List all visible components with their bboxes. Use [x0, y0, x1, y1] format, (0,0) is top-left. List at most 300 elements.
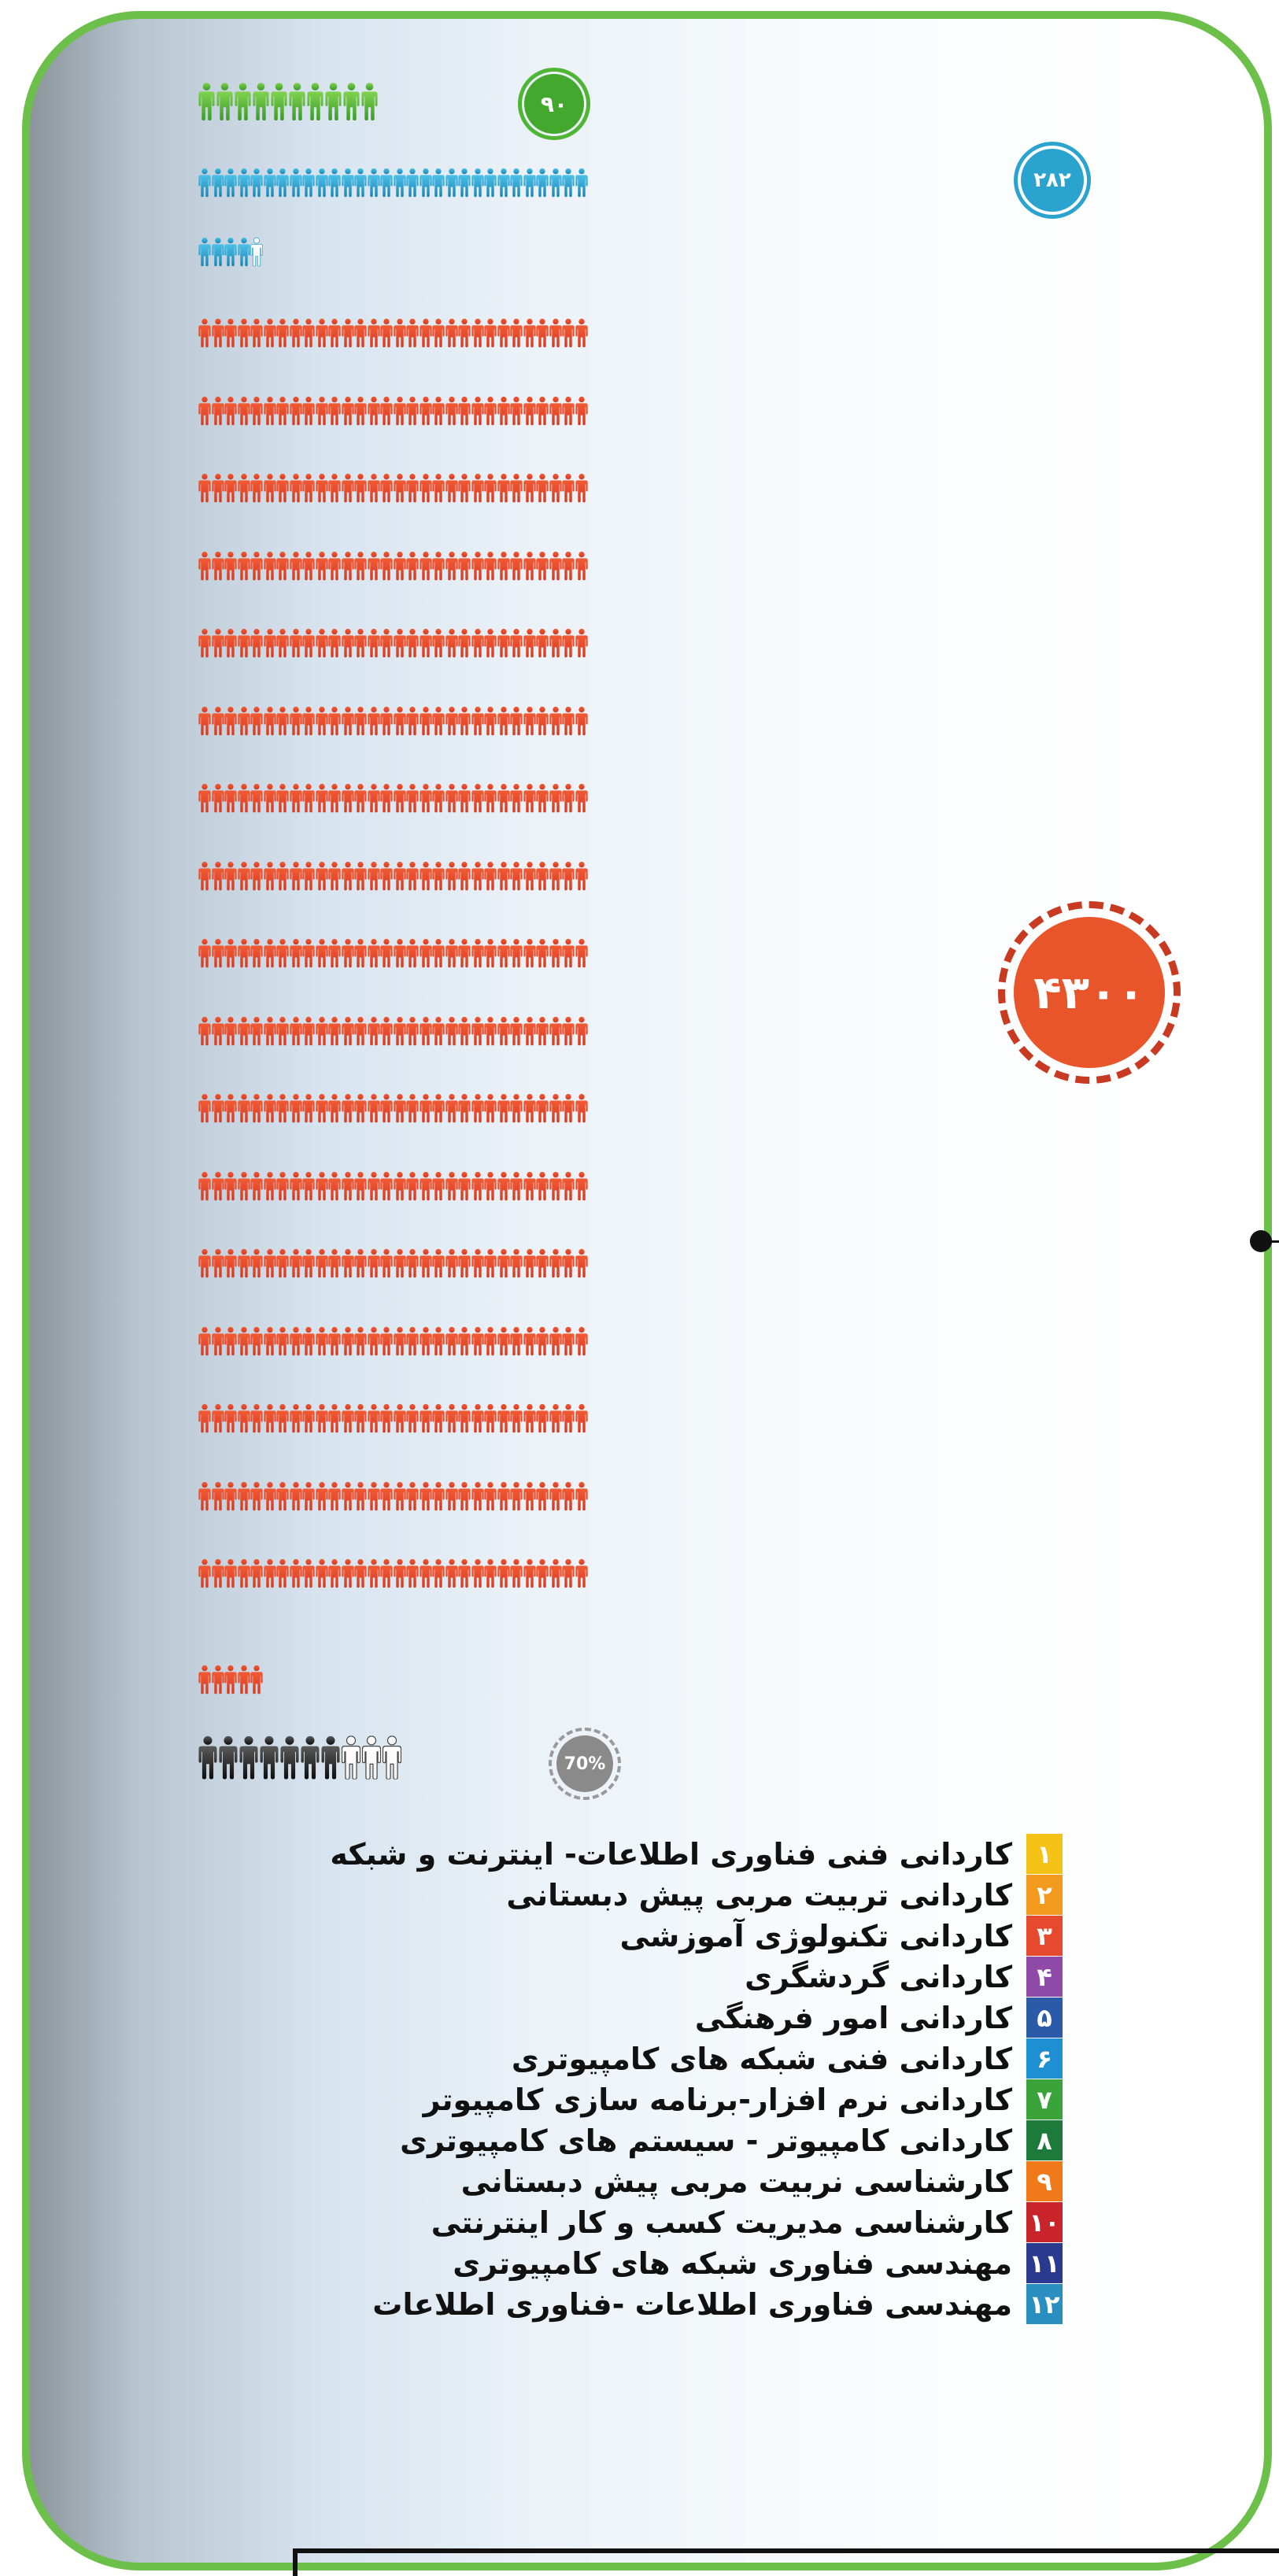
person-icon — [432, 530, 445, 601]
person-icon — [354, 1228, 367, 1299]
person-icon — [445, 608, 458, 678]
person-icon — [238, 763, 250, 833]
person-icon — [342, 375, 354, 446]
person-icon — [458, 375, 471, 446]
person-icon — [536, 1151, 549, 1221]
person-icon — [219, 1724, 238, 1791]
person-icon — [406, 841, 419, 911]
person-icon — [276, 841, 289, 911]
person-icon — [394, 608, 406, 678]
person-icon — [250, 1383, 263, 1454]
person-icon — [198, 453, 211, 523]
person-icon — [238, 150, 250, 216]
person-icon — [264, 375, 276, 446]
person-icon — [212, 841, 224, 911]
person-icon — [458, 608, 471, 678]
person-icon — [264, 1073, 276, 1144]
stat-badge-70 — [556, 1735, 613, 1792]
connector-line — [1269, 1240, 1279, 1243]
person-icon — [276, 763, 289, 833]
person-icon — [368, 1461, 380, 1532]
person-icon — [497, 1538, 510, 1609]
person-icon — [484, 686, 497, 756]
person-icon — [380, 763, 393, 833]
person-icon — [420, 1461, 432, 1532]
legend-label: مهندسی فناوری شبکه های کامپیوتری — [453, 2245, 1012, 2281]
legend — [268, 1834, 1063, 2325]
person-icon — [302, 1461, 315, 1532]
person-icon — [420, 686, 432, 756]
person-icon — [368, 996, 380, 1066]
person-icon — [484, 996, 497, 1066]
person-icon — [198, 298, 211, 368]
person-icon — [343, 68, 360, 135]
person-icon — [212, 219, 224, 285]
person-icon — [406, 686, 419, 756]
person-icon — [510, 763, 523, 833]
person-icon — [420, 375, 432, 446]
person-icon — [198, 1073, 211, 1144]
person-icon — [264, 1228, 276, 1299]
person-icon — [328, 841, 341, 911]
person-icon — [212, 298, 224, 368]
person-icon — [325, 68, 342, 135]
person-icon — [458, 1073, 471, 1144]
person-icon — [562, 150, 575, 216]
person-icon — [354, 763, 367, 833]
person-icon — [484, 530, 497, 601]
person-icon — [445, 375, 458, 446]
person-icon — [471, 150, 484, 216]
person-icon — [198, 68, 215, 135]
person-icon — [445, 918, 458, 989]
person-icon — [302, 453, 315, 523]
person-icon — [342, 841, 354, 911]
person-icon — [316, 763, 328, 833]
person-icon — [302, 763, 315, 833]
person-icon — [276, 1461, 289, 1532]
person-icon — [575, 1073, 588, 1144]
person-icon — [316, 530, 328, 601]
person-icon — [224, 453, 237, 523]
person-icon — [575, 996, 588, 1066]
person-icon — [224, 1306, 237, 1377]
person-icon — [510, 918, 523, 989]
person-icon — [238, 530, 250, 601]
person-icon — [471, 918, 484, 989]
person-icon — [276, 608, 289, 678]
person-icon — [290, 1461, 302, 1532]
person-icon — [302, 1538, 315, 1609]
person-icon — [420, 996, 432, 1066]
person-icon — [198, 1724, 217, 1791]
person-icon — [253, 68, 269, 135]
person-icon — [342, 1151, 354, 1221]
person-icon — [536, 841, 549, 911]
bottom-rule — [293, 2548, 1279, 2553]
legend-number-badge: ۶ — [1026, 2038, 1063, 2079]
person-icon — [212, 608, 224, 678]
person-icon — [445, 1538, 458, 1609]
legend-label: کاردانی تربیت مربی پیش دبستانی — [506, 1877, 1012, 1913]
person-icon — [406, 1073, 419, 1144]
person-icon — [368, 763, 380, 833]
person-icon — [510, 1383, 523, 1454]
person-icon — [316, 1228, 328, 1299]
person-icon — [523, 1383, 536, 1454]
person-icon — [575, 918, 588, 989]
person-icon — [575, 608, 588, 678]
person-icon — [445, 686, 458, 756]
person-icon — [224, 375, 237, 446]
person-icon — [497, 453, 510, 523]
person-icon — [497, 841, 510, 911]
person-icon — [510, 1151, 523, 1221]
person-icon — [536, 1306, 549, 1377]
person-icon — [290, 608, 302, 678]
people-row — [198, 841, 588, 911]
person-icon — [238, 1151, 250, 1221]
person-icon — [497, 763, 510, 833]
person-icon — [406, 608, 419, 678]
person-icon — [380, 1383, 393, 1454]
person-icon — [406, 996, 419, 1066]
person-icon — [290, 453, 302, 523]
person-icon — [432, 608, 445, 678]
person-icon — [510, 1461, 523, 1532]
person-icon — [276, 1538, 289, 1609]
person-icon — [276, 530, 289, 601]
person-icon — [523, 686, 536, 756]
person-icon — [420, 841, 432, 911]
person-icon — [250, 686, 263, 756]
person-icon — [536, 375, 549, 446]
person-icon — [362, 1724, 381, 1791]
person-icon — [458, 1538, 471, 1609]
person-icon — [368, 150, 380, 216]
person-icon — [198, 150, 211, 216]
person-icon — [290, 686, 302, 756]
person-icon — [302, 1306, 315, 1377]
person-icon — [276, 1383, 289, 1454]
people-row — [198, 375, 588, 446]
people-row — [198, 763, 588, 833]
person-icon — [238, 608, 250, 678]
person-icon — [420, 298, 432, 368]
person-icon — [523, 996, 536, 1066]
person-icon — [302, 608, 315, 678]
people-row — [198, 996, 588, 1066]
person-icon — [380, 1461, 393, 1532]
person-icon — [406, 1461, 419, 1532]
person-icon — [549, 1461, 562, 1532]
person-icon — [458, 1151, 471, 1221]
person-icon — [302, 375, 315, 446]
person-icon — [224, 1228, 237, 1299]
person-icon — [497, 375, 510, 446]
person-icon — [420, 1383, 432, 1454]
legend-item — [268, 2079, 1063, 2120]
person-icon — [198, 918, 211, 989]
person-icon — [406, 298, 419, 368]
person-icon — [445, 996, 458, 1066]
person-icon — [224, 1073, 237, 1144]
person-icon — [432, 918, 445, 989]
person-icon — [250, 1228, 263, 1299]
person-icon — [549, 996, 562, 1066]
person-icon — [224, 530, 237, 601]
person-icon — [484, 1383, 497, 1454]
legend-label: کاردانی نرم افزار-برنامه سازی کامپیوتر — [423, 2082, 1012, 2117]
person-icon — [198, 608, 211, 678]
person-icon — [250, 918, 263, 989]
person-icon — [290, 1073, 302, 1144]
person-icon — [224, 1645, 237, 1714]
person-icon — [328, 1461, 341, 1532]
person-icon — [212, 1228, 224, 1299]
person-icon — [342, 1073, 354, 1144]
person-icon — [575, 453, 588, 523]
legend-item — [268, 1957, 1063, 1997]
person-icon — [198, 1151, 211, 1221]
person-icon — [562, 1228, 575, 1299]
person-icon — [212, 1306, 224, 1377]
person-icon — [536, 996, 549, 1066]
person-icon — [276, 150, 289, 216]
person-icon — [471, 298, 484, 368]
person-icon — [549, 1073, 562, 1144]
person-icon — [471, 608, 484, 678]
person-icon — [523, 1228, 536, 1299]
person-icon — [212, 1645, 224, 1714]
person-icon — [264, 686, 276, 756]
person-icon — [224, 686, 237, 756]
person-icon — [406, 1538, 419, 1609]
person-icon — [250, 608, 263, 678]
person-icon — [562, 453, 575, 523]
person-icon — [328, 763, 341, 833]
person-icon — [536, 1383, 549, 1454]
person-icon — [445, 298, 458, 368]
legend-number-badge: ۴ — [1026, 1957, 1063, 1997]
person-icon — [271, 68, 287, 135]
person-icon — [445, 1383, 458, 1454]
person-icon — [497, 1151, 510, 1221]
people-row — [198, 298, 588, 368]
person-icon — [380, 298, 393, 368]
person-icon — [406, 1228, 419, 1299]
person-icon — [562, 686, 575, 756]
person-icon — [342, 1383, 354, 1454]
person-icon — [250, 1538, 263, 1609]
person-icon — [224, 763, 237, 833]
person-icon — [510, 686, 523, 756]
person-icon — [432, 1228, 445, 1299]
person-icon — [224, 1538, 237, 1609]
person-icon — [523, 530, 536, 601]
person-icon — [575, 1461, 588, 1532]
person-icon — [250, 298, 263, 368]
person-icon — [471, 686, 484, 756]
person-icon — [316, 150, 328, 216]
person-icon — [549, 608, 562, 678]
person-icon — [458, 841, 471, 911]
legend-item — [268, 2120, 1063, 2160]
legend-number-badge: ۸ — [1026, 2120, 1063, 2160]
person-icon — [212, 918, 224, 989]
person-icon — [212, 375, 224, 446]
person-icon — [471, 1538, 484, 1609]
person-icon — [523, 608, 536, 678]
person-icon — [328, 686, 341, 756]
person-icon — [276, 1228, 289, 1299]
people-row — [198, 608, 588, 678]
person-icon — [276, 1151, 289, 1221]
legend-item — [268, 2202, 1063, 2242]
person-icon — [523, 763, 536, 833]
person-icon — [354, 1461, 367, 1532]
person-icon — [224, 1461, 237, 1532]
person-icon — [394, 375, 406, 446]
person-icon — [354, 1538, 367, 1609]
person-icon — [523, 1073, 536, 1144]
person-icon — [562, 1306, 575, 1377]
person-icon — [484, 918, 497, 989]
person-icon — [549, 1538, 562, 1609]
person-icon — [471, 763, 484, 833]
person-icon — [212, 686, 224, 756]
person-icon — [198, 1645, 211, 1714]
person-icon — [368, 298, 380, 368]
person-icon — [420, 453, 432, 523]
person-icon — [394, 1461, 406, 1532]
people-row — [198, 1645, 263, 1714]
person-icon — [536, 298, 549, 368]
person-icon — [212, 1383, 224, 1454]
person-icon — [445, 841, 458, 911]
person-icon — [368, 1073, 380, 1144]
person-icon — [432, 763, 445, 833]
person-icon — [562, 1383, 575, 1454]
person-icon — [549, 453, 562, 523]
person-icon — [432, 1461, 445, 1532]
person-icon — [575, 1151, 588, 1221]
person-icon — [562, 1538, 575, 1609]
legend-label: کارشناسی نربیت مربی پیش دبستانی — [460, 2164, 1012, 2199]
person-icon — [198, 1383, 211, 1454]
person-icon — [368, 453, 380, 523]
person-icon — [354, 1306, 367, 1377]
person-icon — [549, 1306, 562, 1377]
person-icon — [328, 375, 341, 446]
person-icon — [316, 996, 328, 1066]
person-icon — [523, 150, 536, 216]
legend-label: کارشناسی مدیریت کسب و کار اینترنتی — [431, 2205, 1012, 2240]
person-icon — [471, 1228, 484, 1299]
person-icon — [198, 375, 211, 446]
person-icon — [264, 1306, 276, 1377]
person-icon — [497, 1461, 510, 1532]
person-icon — [549, 1228, 562, 1299]
person-icon — [394, 150, 406, 216]
person-icon — [212, 530, 224, 601]
person-icon — [354, 530, 367, 601]
person-icon — [235, 68, 251, 135]
person-icon — [445, 1151, 458, 1221]
person-icon — [471, 530, 484, 601]
person-icon — [321, 1724, 340, 1791]
person-icon — [523, 453, 536, 523]
person-icon — [250, 219, 263, 285]
stat-badge-90 — [524, 74, 584, 134]
person-icon — [394, 841, 406, 911]
person-icon — [328, 530, 341, 601]
person-icon — [380, 530, 393, 601]
person-icon — [368, 1306, 380, 1377]
person-icon — [549, 763, 562, 833]
person-icon — [316, 841, 328, 911]
person-icon — [342, 1228, 354, 1299]
person-icon — [290, 530, 302, 601]
person-icon — [471, 1383, 484, 1454]
person-icon — [497, 1073, 510, 1144]
person-icon — [484, 1073, 497, 1144]
person-icon — [316, 1151, 328, 1221]
person-icon — [471, 996, 484, 1066]
person-icon — [575, 1306, 588, 1377]
person-icon — [354, 1383, 367, 1454]
legend-number-badge: ۷ — [1026, 2079, 1063, 2120]
person-icon — [316, 1306, 328, 1377]
person-icon — [458, 996, 471, 1066]
person-icon — [420, 1073, 432, 1144]
legend-number-badge: ۵ — [1026, 1998, 1063, 2038]
person-icon — [536, 608, 549, 678]
person-icon — [264, 1538, 276, 1609]
person-icon — [368, 608, 380, 678]
person-icon — [523, 1538, 536, 1609]
person-icon — [562, 763, 575, 833]
person-icon — [406, 1306, 419, 1377]
person-icon — [497, 1228, 510, 1299]
person-icon — [484, 375, 497, 446]
person-icon — [380, 996, 393, 1066]
person-icon — [238, 219, 250, 285]
person-icon — [536, 530, 549, 601]
legend-item — [268, 2038, 1063, 2079]
person-icon — [420, 1538, 432, 1609]
person-icon — [264, 1151, 276, 1221]
person-icon — [445, 1073, 458, 1144]
person-icon — [328, 298, 341, 368]
person-icon — [458, 1383, 471, 1454]
person-icon — [484, 1151, 497, 1221]
person-icon — [276, 918, 289, 989]
person-icon — [380, 150, 393, 216]
legend-label: مهندسی فناوری اطلاعات -فناوری اطلاعات — [372, 2286, 1012, 2322]
person-icon — [394, 1538, 406, 1609]
person-icon — [575, 1383, 588, 1454]
person-icon — [264, 918, 276, 989]
person-icon — [342, 608, 354, 678]
legend-item — [268, 2243, 1063, 2283]
person-icon — [212, 1461, 224, 1532]
person-icon — [368, 918, 380, 989]
person-icon — [549, 1151, 562, 1221]
person-icon — [536, 1538, 549, 1609]
person-icon — [420, 918, 432, 989]
person-icon — [575, 1228, 588, 1299]
